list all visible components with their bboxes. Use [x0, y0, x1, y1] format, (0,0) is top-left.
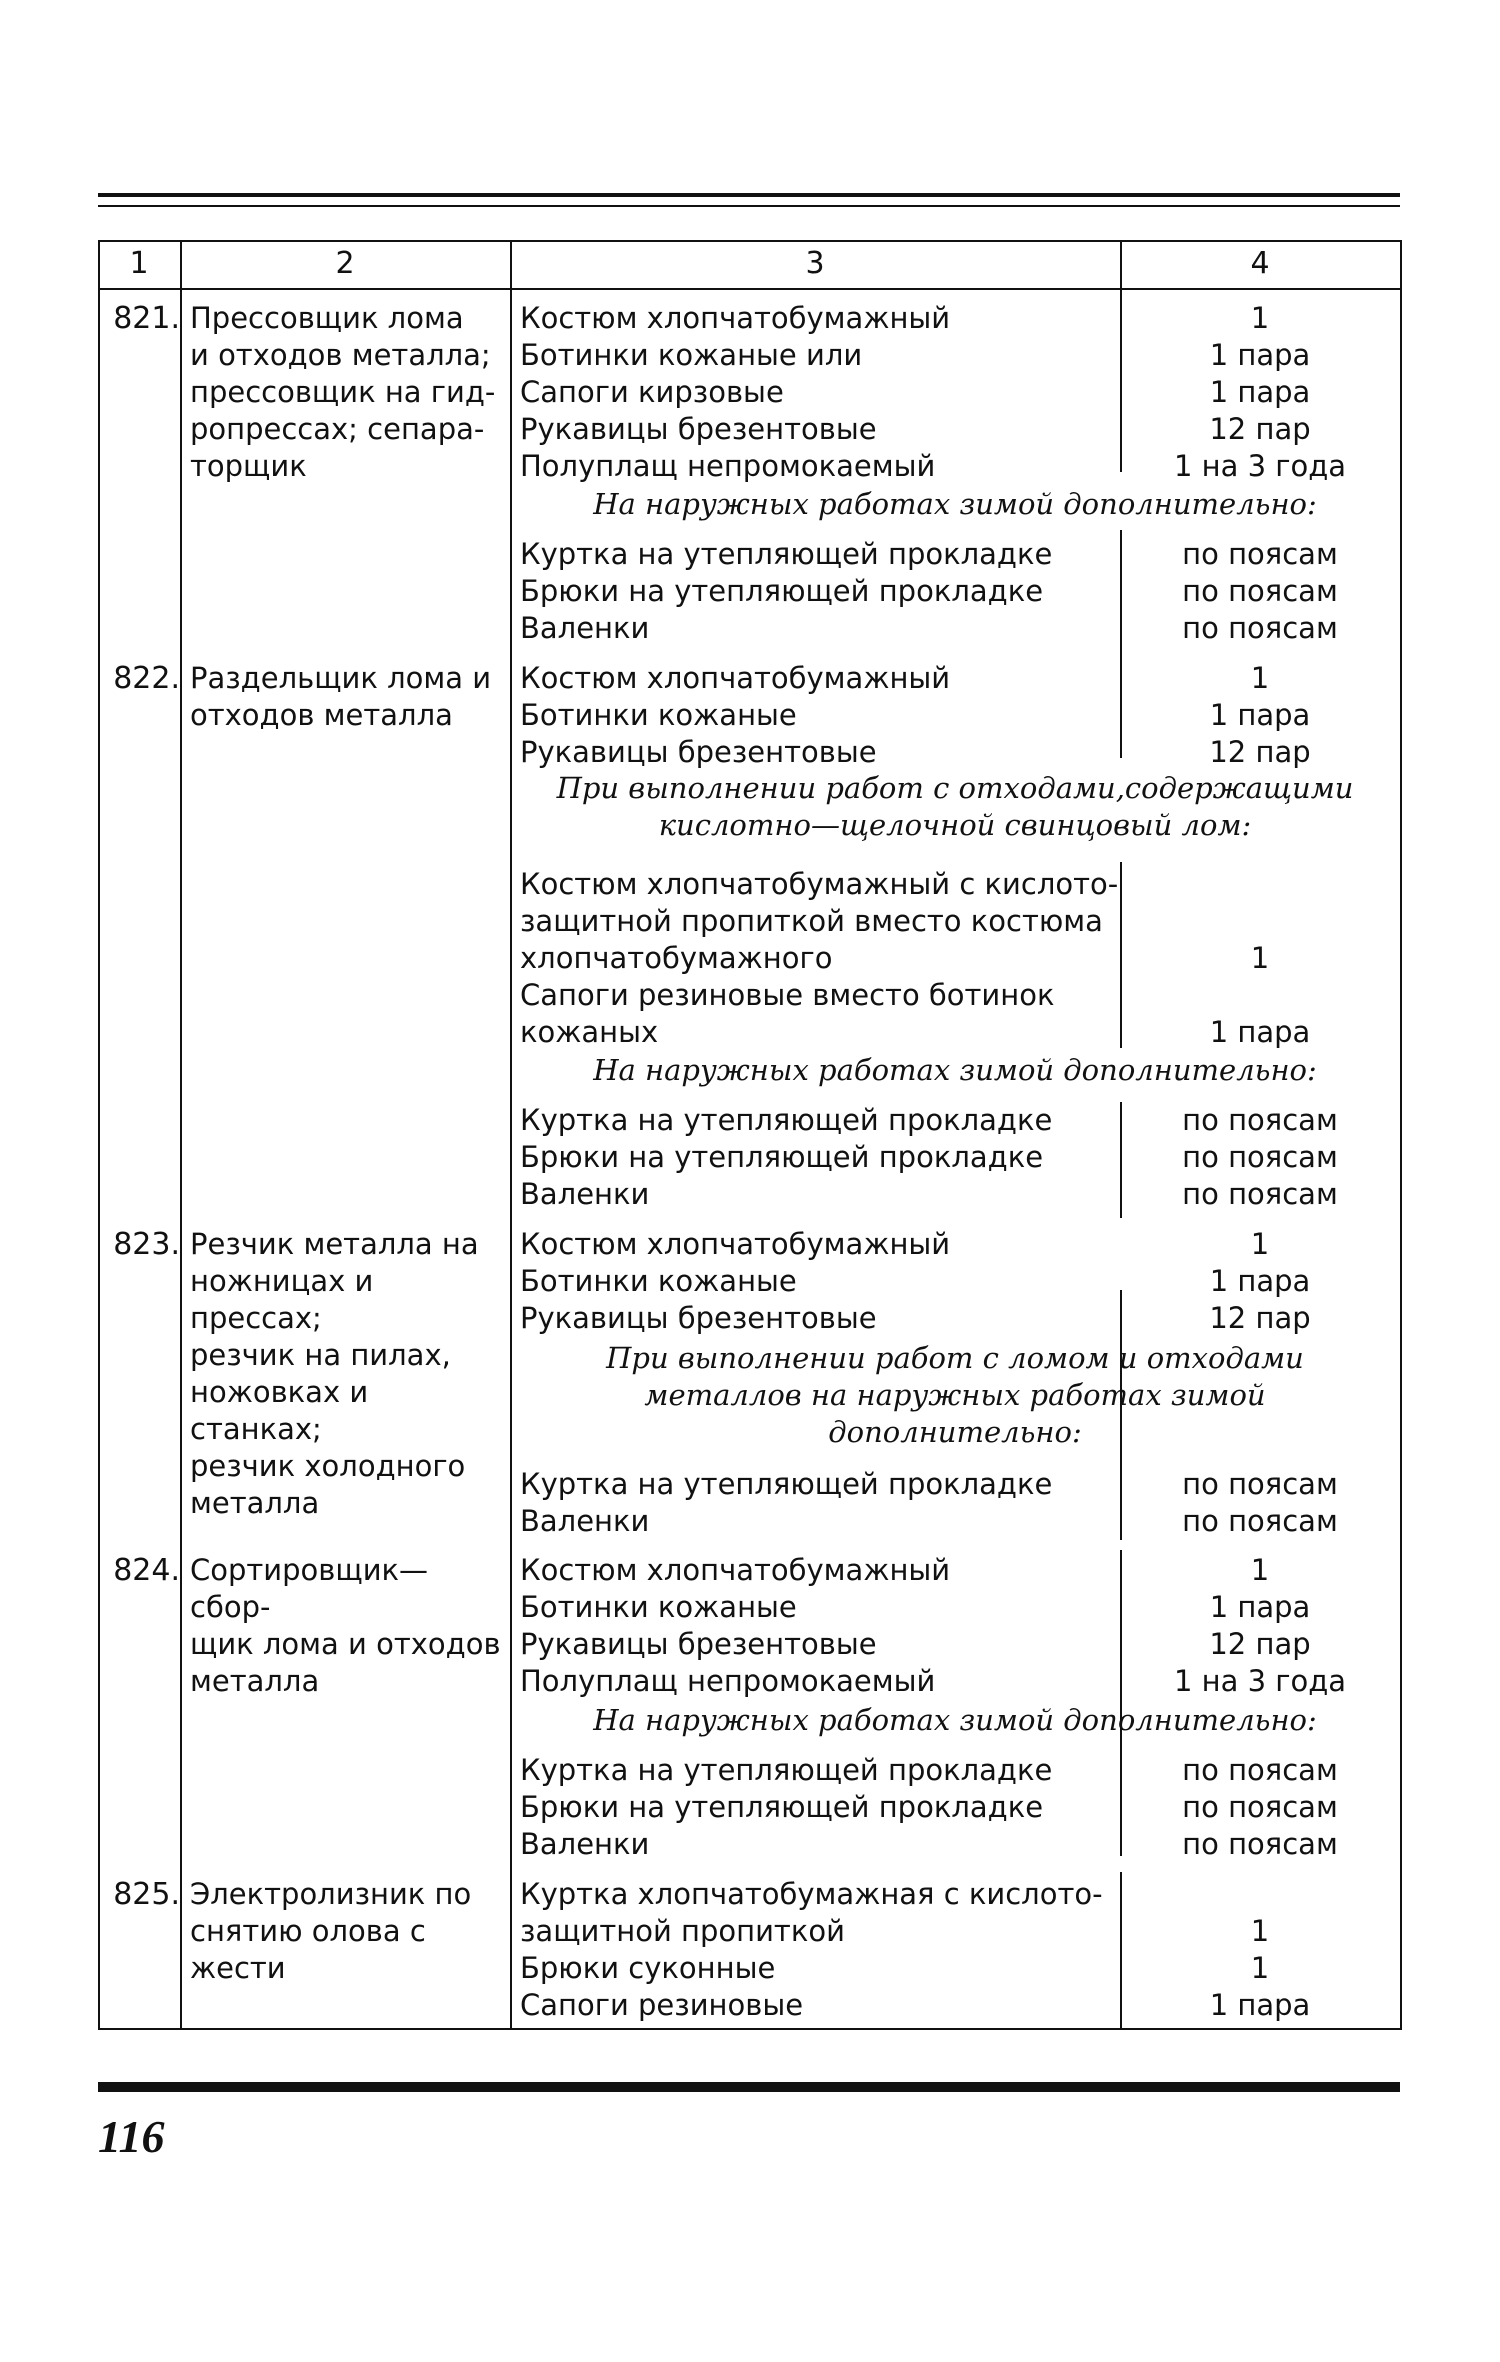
entry-number: 821. — [113, 301, 180, 336]
item-name: Брюки на утепляющей прокладке — [520, 574, 1044, 608]
header-rule-top — [98, 193, 1400, 197]
item-name: Рукавицы брезентовые — [520, 735, 877, 769]
header-col-3: 3 — [805, 246, 825, 281]
item-qty: по поясам — [1182, 1753, 1338, 1787]
item-row — [98, 1102, 1400, 1139]
item-qty: по поясам — [1182, 611, 1338, 645]
item-name: Костюм хлопчатобумажный — [520, 1227, 951, 1261]
item-qty: 1 — [1250, 941, 1270, 975]
item-name: Сапоги кирзовые — [520, 375, 784, 409]
occupation: Прессовщик лома и отходов металла; прессовщик на гид- ропрессах; сепара- торщик — [190, 301, 496, 483]
item-row — [98, 1014, 1400, 1051]
item-name: Валенки — [520, 1504, 650, 1538]
entry-number: 822. — [113, 661, 180, 696]
item-row — [98, 1466, 1400, 1503]
occupation: Электролизник по снятию олова с жести — [190, 1877, 472, 1985]
item-name: Рукавицы брезентовые — [520, 1301, 877, 1335]
item-name: Брюки на утепляющей прокладке — [520, 1140, 1044, 1174]
item-qty: 1 пара — [1209, 1988, 1311, 2022]
item-qty: по поясам — [1182, 1790, 1338, 1824]
item-row — [98, 660, 1400, 697]
footer-rule — [98, 2082, 1400, 2092]
item-name: Сапоги резиновые вместо ботинок — [520, 978, 1055, 1012]
item-row — [98, 1913, 1400, 1950]
item-qty: по поясам — [1182, 1103, 1338, 1137]
item-name: Валенки — [520, 611, 650, 645]
header-col-1: 1 — [129, 246, 149, 281]
table-bottom-border — [98, 2028, 1400, 2030]
item-row — [98, 1663, 1400, 1700]
item-qty: 1 на 3 года — [1173, 1664, 1347, 1698]
col-border-right — [1400, 240, 1402, 2030]
item-row — [98, 536, 1400, 573]
item-row — [98, 734, 1400, 771]
item-row — [98, 1589, 1400, 1626]
occupation: Сортировщик—сбор- щик лома и отходов металла — [190, 1553, 501, 1698]
item-name: Костюм хлопчатобумажный — [520, 301, 951, 335]
item-row — [98, 1789, 1400, 1826]
winter-note: На наружных работах зимой дополнительно: — [593, 1053, 1317, 1087]
item-row — [98, 866, 1400, 903]
item-name: Куртка на утепляющей прокладке — [520, 1467, 1053, 1501]
item-row — [98, 374, 1400, 411]
item-qty: 12 пар — [1209, 735, 1311, 769]
item-row — [98, 940, 1400, 977]
item-qty: 1 пара — [1209, 338, 1311, 372]
winter-note: На наружных работах зимой дополнительно: — [593, 1703, 1317, 1737]
item-row — [98, 1552, 1400, 1589]
item-qty: 12 пар — [1209, 412, 1311, 446]
item-qty: по поясам — [1182, 574, 1338, 608]
item-qty: 1 — [1250, 301, 1270, 335]
item-row — [98, 1263, 1400, 1300]
item-qty: 1 — [1250, 1227, 1270, 1261]
item-qty: 12 пар — [1209, 1301, 1311, 1335]
item-name: Ботинки кожаные — [520, 1264, 797, 1298]
header-bottom-border — [98, 288, 1400, 290]
header-rule-bottom — [98, 205, 1400, 207]
item-row — [98, 1987, 1400, 2024]
occupation: Резчик металла на ножницах и прессах; резчик на пилах, ножовках и станках; резчик холодного металла — [190, 1227, 479, 1520]
item-row — [98, 1226, 1400, 1263]
item-row — [98, 903, 1400, 940]
item-name: хлопчатобумажного — [520, 941, 833, 975]
item-qty: 1 пара — [1209, 1015, 1311, 1049]
item-row — [98, 1626, 1400, 1663]
item-name: Полуплащ непромокаемый — [520, 1664, 936, 1698]
item-qty: по поясам — [1182, 537, 1338, 571]
item-row — [98, 300, 1400, 337]
page-number: 116 — [98, 2111, 165, 2162]
item-qty: по поясам — [1182, 1140, 1338, 1174]
item-name: Полуплащ непромокаемый — [520, 449, 936, 483]
item-row — [98, 1826, 1400, 1863]
item-row — [98, 573, 1400, 610]
item-row — [98, 448, 1400, 485]
item-row — [98, 1876, 1400, 1913]
item-row — [98, 1139, 1400, 1176]
item-qty: по поясам — [1182, 1177, 1338, 1211]
item-name: Куртка на утепляющей прокладке — [520, 1103, 1053, 1137]
item-name: Ботинки кожаные или — [520, 338, 863, 372]
entry-number: 823. — [113, 1227, 180, 1262]
item-qty: 1 — [1250, 1553, 1270, 1587]
item-name: Ботинки кожаные — [520, 1590, 797, 1624]
acid-note: При выполнении работ с отходами,содержащими кислотно—щелочной свинцовый лом: — [556, 771, 1354, 842]
item-row — [98, 1752, 1400, 1789]
item-qty: по поясам — [1182, 1467, 1338, 1501]
item-qty: по поясам — [1182, 1827, 1338, 1861]
item-qty: 1 пара — [1209, 1590, 1311, 1624]
item-qty: 1 пара — [1209, 375, 1311, 409]
item-name: Сапоги резиновые — [520, 1988, 804, 2022]
item-name: Валенки — [520, 1827, 650, 1861]
occupation: Раздельщик лома и отходов металла — [190, 661, 492, 732]
item-row — [98, 610, 1400, 647]
item-qty: 1 пара — [1209, 698, 1311, 732]
item-name: Ботинки кожаные — [520, 698, 797, 732]
item-name: Куртка на утепляющей прокладке — [520, 537, 1053, 571]
item-name: Рукавицы брезентовые — [520, 412, 877, 446]
item-name: Брюки суконные — [520, 1951, 776, 1985]
item-qty: 1 — [1250, 661, 1270, 695]
item-qty: 12 пар — [1209, 1627, 1311, 1661]
item-name: защитной пропиткой — [520, 1914, 845, 1948]
item-name: Костюм хлопчатобумажный — [520, 661, 951, 695]
item-name: Валенки — [520, 1177, 650, 1211]
item-row — [98, 1300, 1400, 1337]
item-qty: 1 пара — [1209, 1264, 1311, 1298]
item-qty: по поясам — [1182, 1504, 1338, 1538]
header-col-4: 4 — [1250, 246, 1270, 281]
item-name: Куртка на утепляющей прокладке — [520, 1753, 1053, 1787]
entry-number: 824. — [113, 1553, 180, 1588]
item-row — [98, 1503, 1400, 1540]
winter-note: На наружных работах зимой дополнительно: — [593, 487, 1317, 521]
item-row — [98, 1950, 1400, 1987]
entry-number: 825. — [113, 1877, 180, 1912]
item-name: Костюм хлопчатобумажный — [520, 1553, 951, 1587]
item-qty: 1 на 3 года — [1173, 449, 1347, 483]
scrap-note: При выполнении работ с ломом и отходами металлов на наружных работах зимой дополнительно: — [606, 1341, 1304, 1449]
item-row — [98, 1176, 1400, 1213]
item-name: Брюки на утепляющей прокладке — [520, 1790, 1044, 1824]
item-name: защитной пропиткой вместо костюма — [520, 904, 1103, 938]
item-name: Рукавицы брезентовые — [520, 1627, 877, 1661]
item-qty: 1 — [1250, 1914, 1270, 1948]
item-name: кожаных — [520, 1015, 659, 1049]
item-name: Костюм хлопчатобумажный с кислото- — [520, 867, 1119, 901]
item-row — [98, 697, 1400, 734]
item-name: Куртка хлопчатобумажная с кислото- — [520, 1877, 1103, 1911]
item-qty: 1 — [1250, 1951, 1270, 1985]
item-row — [98, 337, 1400, 374]
item-row — [98, 411, 1400, 448]
item-row — [98, 977, 1400, 1014]
header-col-2: 2 — [335, 246, 355, 281]
